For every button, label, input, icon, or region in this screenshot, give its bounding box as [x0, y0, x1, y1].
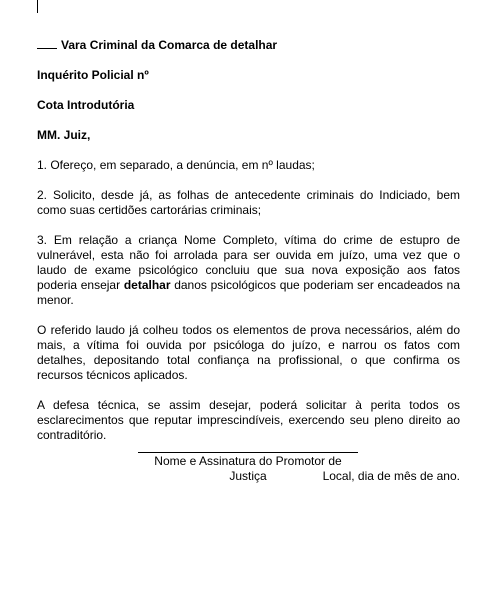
court-line-text: Vara Criminal da Comarca de detalhar — [61, 38, 278, 52]
paragraph-1: 1. Ofereço, em separado, a denúncia, em nº laudas; — [37, 158, 315, 172]
paragraph-3 — [37, 233, 460, 308]
paragraph-3-text-a: 3. Em relação a criança Nome Completo, vítima do crime de estupro de vulnerável, esta não foi arrolada para ser ouvida em juízo, uma vez que o laudo de exame psicológico concluiu que sua nova exposição aos fatos poderia ensejar — [37, 233, 460, 292]
text-cursor — [37, 0, 38, 13]
document-body[interactable] — [37, 37, 460, 484]
blank-field[interactable] — [37, 37, 57, 49]
salutation: MM. Juiz, — [37, 128, 91, 142]
signature-label: Nome e Assinatura do Promotor de Justiça — [154, 454, 342, 483]
place-date: Local, dia de mês de ano. — [322, 469, 460, 483]
court-line — [37, 37, 460, 53]
paragraph-3-text-b: danos psicológicos que poderiam ser encadeados na menor. — [37, 278, 460, 307]
paragraph-4: O referido laudo já colheu todos os elementos de prova necessários, além do mais, a vítima foi ouvida por psicóloga do juízo, e narrou os fatos com detalhes, depositando total confiança na profissional, o que confirma os recursos técnicos aplicados. — [37, 323, 460, 382]
paragraph-5: A defesa técnica, se assim desejar, poderá solicitar à perita todos os esclarecimentos que reputar imprescindíveis, exercendo seu pleno direito ao contraditório. — [37, 398, 460, 442]
signature-line — [138, 452, 358, 453]
paragraph-2: 2. Solicito, desde já, as folhas de antecedente criminais do Indiciado, bem como suas certidões cartorárias criminais; — [37, 188, 460, 217]
inquiry-line: Inquérito Policial nº — [37, 68, 149, 82]
signature-block — [138, 452, 358, 484]
document-title: Cota Introdutória — [37, 98, 135, 112]
paragraph-3-bold: detalhar — [123, 278, 171, 292]
